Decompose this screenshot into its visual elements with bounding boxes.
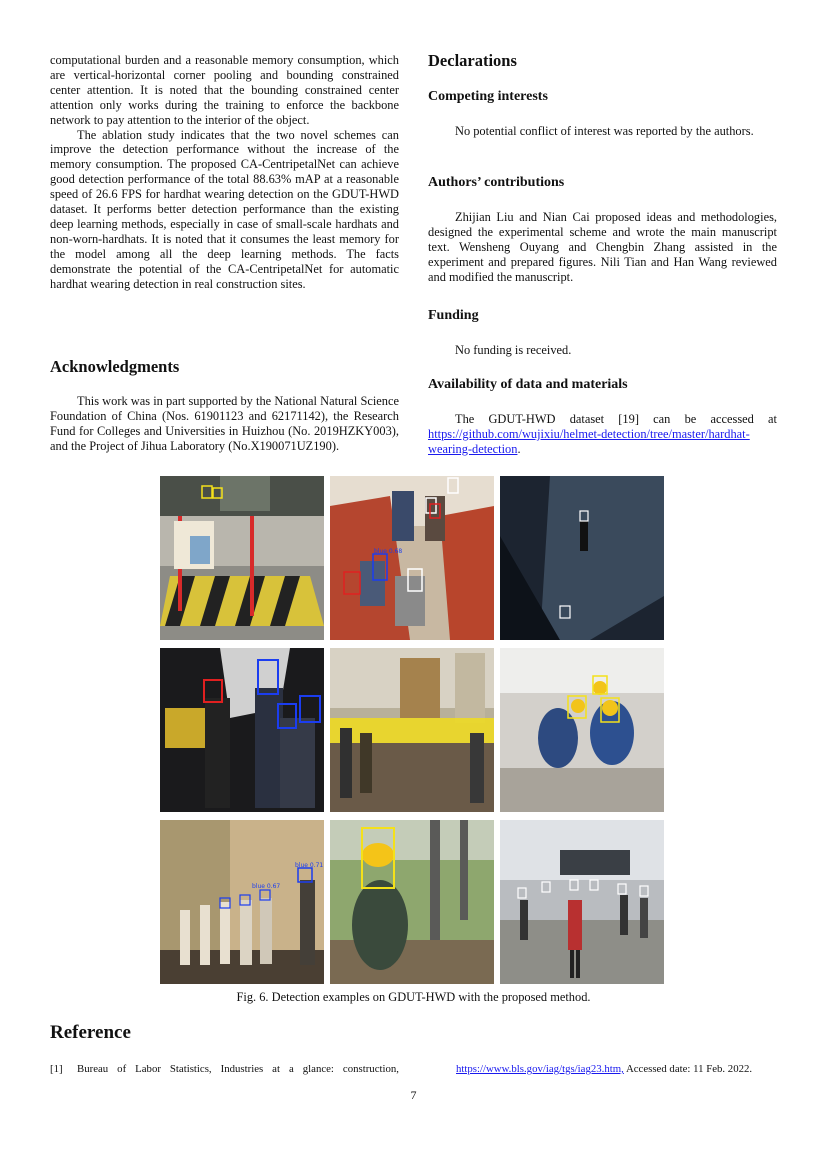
declarations-heading: Declarations — [428, 51, 517, 70]
competing-interests-heading: Competing interests — [428, 89, 548, 104]
authors-contributions-body — [428, 210, 777, 285]
acknowledgments-body — [50, 394, 399, 454]
figure-6-detection-examples — [160, 476, 664, 984]
funding-body — [428, 343, 777, 358]
detection-photo-1 — [160, 476, 324, 640]
authors-contributions-text: Zhijian Liu and Nian Cai proposed ideas and methodologies, designed the experimental scheme and wrote the main manuscript text. Wensheng Ouyang and Chengbin Zhang assisted in the experiment and prepared figures. Nili Tian and Han Wang reviewed and modified the manuscript. — [428, 210, 777, 284]
detection-example-4 — [160, 648, 324, 812]
detection-photo-3 — [500, 476, 664, 640]
data-availability-suffix: . — [517, 441, 521, 456]
data-availability-prefix: The GDUT-HWD dataset [19] can be accessed at — [455, 412, 777, 426]
authors-contributions-heading: Authors’ contributions — [428, 175, 565, 190]
data-availability-body — [428, 412, 777, 457]
detection-example-1 — [160, 476, 324, 640]
detection-example-3 — [500, 476, 664, 640]
detection-example-8 — [330, 820, 494, 984]
detection-example-6 — [500, 648, 664, 812]
detection-photo-2 — [330, 476, 494, 640]
detection-photo-6 — [500, 648, 664, 812]
detection-photo-9 — [500, 820, 664, 984]
detection-photo-8 — [330, 820, 494, 984]
detection-example-7 — [160, 820, 324, 984]
funding-text: No funding is received. — [455, 343, 572, 357]
detection-photo-7 — [160, 820, 324, 984]
left-column-text — [50, 53, 399, 292]
funding-heading: Funding — [428, 308, 479, 323]
detection-photo-5 — [330, 648, 494, 812]
conclusion-paragraph-1: computational burden and a reasonable memory consumption, which are vertical-horizontal corner pooling and bounding constrained center attention. It is noted that the bounding constrained center attention only works during the training to enforce the backbone network to pay attention to the interior of the object. — [50, 53, 399, 127]
reference-1-number: [1] — [50, 1063, 63, 1075]
page-number: 7 — [410, 1088, 417, 1102]
detection-label-2: blue 0.71 — [295, 862, 324, 869]
detection-example-5 — [330, 648, 494, 812]
acknowledgments-heading: Acknowledgments — [50, 357, 180, 376]
figure-6-caption: Fig. 6. Detection examples on GDUT-HWD with the proposed method. — [236, 990, 591, 1004]
reference-1-continuation — [456, 1063, 752, 1075]
detection-example-9 — [500, 820, 664, 984]
competing-interests-text: No potential conflict of interest was reported by the authors. — [455, 124, 754, 138]
acknowledgments-paragraph: This work was in part supported by the National Natural Science Foundation of China (Nos. 61901123 and 62171142), the Research Fund for Colleges and Universities in Huizhou (No. 2019HZKY003), and the Project of Jihua Laboratory (No.X190071UZ190). — [50, 394, 399, 453]
data-availability-text — [428, 412, 777, 457]
detection-example-2 — [330, 476, 494, 640]
reference-heading: Reference — [50, 1022, 131, 1043]
conclusion-paragraph-2: The ablation study indicates that the two novel schemes can improve the detection performance without the increase of the memory consumption. The proposed CA-CentripetalNet can achieve good detection performance of the total 88.63% mAP at a reasonable speed of 26.6 FPS for hardhat wearing detection on the GDUT-HWD dataset. It performs better detection performance than the existing deep learning methods, especially in case of small-scale hardhats and non-worn-hardhats. It is noted that it consumes the least memory for the model among all the deep learning methods. The facts demonstrate the potential of the CA-CentripetalNet for automatic hardhat wearing detection in real construction sites. — [50, 127, 399, 291]
data-availability-heading: Availability of data and materials — [428, 377, 628, 392]
detection-label-3: blue 0.67 — [252, 883, 281, 890]
dataset-link[interactable]: https://github.com/wujixiu/helmet-detection/tree/master/hardhat-wearing-detection — [428, 426, 750, 456]
detection-label-1: blue 0.68 — [374, 548, 403, 555]
reference-1-link[interactable]: https://www.bls.gov/iag/tgs/iag23.htm, — [456, 1063, 624, 1075]
competing-interests-body — [428, 124, 777, 139]
reference-1-accessed: Accessed date: 11 Feb. 2022. — [623, 1063, 753, 1075]
reference-1-text: Bureau of Labor Statistics, Industries at a glance: construction, — [77, 1063, 399, 1075]
detection-photo-4 — [160, 648, 324, 812]
